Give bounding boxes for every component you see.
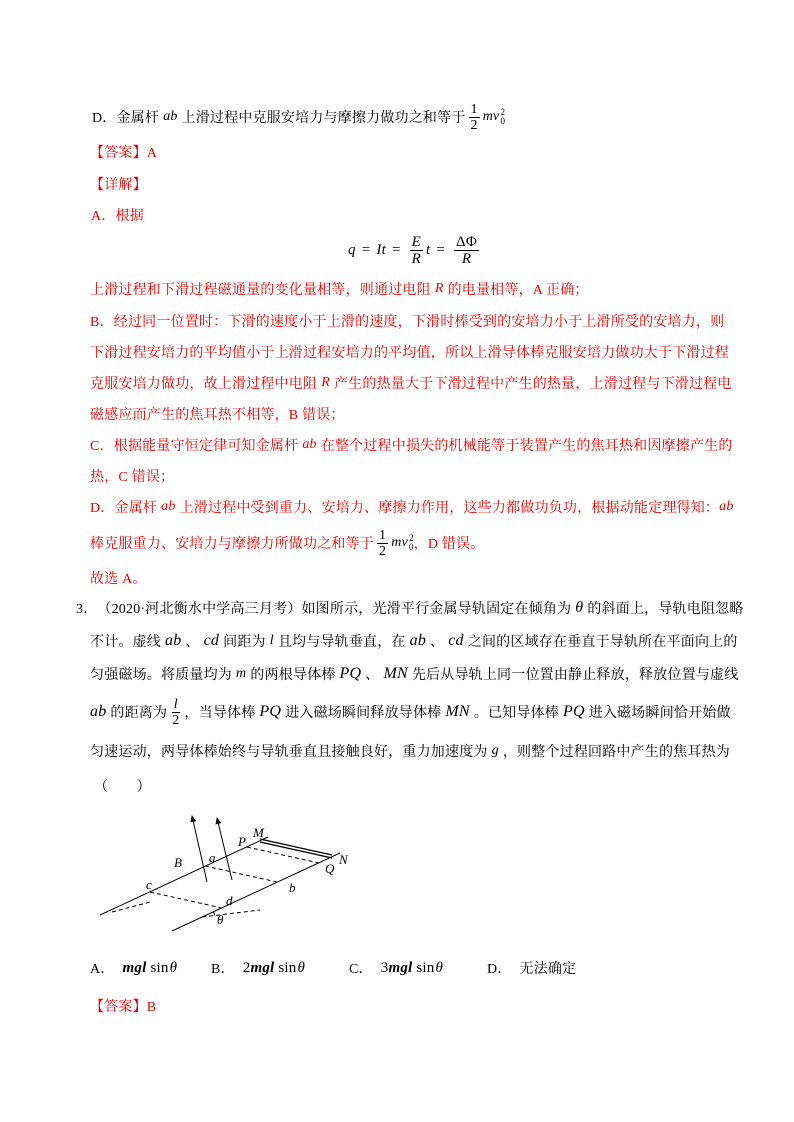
option-angle: θ [169, 959, 178, 976]
variable-cd: cd [203, 632, 220, 649]
option-label: B． [211, 962, 235, 977]
fraction-denominator: 2 [470, 117, 478, 133]
lower-rail [172, 853, 340, 931]
explanation-text: C．根据能量守恒定律可知金属杆 [90, 439, 299, 454]
question-3-line-5 [90, 739, 730, 763]
variable-ab: ab [409, 632, 427, 649]
explanation-text: 在整个过程中损失的机械能等于装置产生的焦耳热和因摩擦产生的 [320, 439, 733, 454]
question-text: 匀强磁场。将质量均为 [90, 668, 232, 683]
label-c: c [146, 877, 152, 892]
question-text: 。已知导体棒 [473, 706, 559, 721]
variable-ab: ab [302, 437, 317, 452]
explanation-text: 上滑过程中受到重力、安培力、摩擦力作用，这些力都做功负功，根据动能定理得知： [179, 501, 720, 516]
field-arrow-2 [217, 818, 232, 880]
option-function: sin [416, 959, 435, 976]
label-q: Q [325, 861, 335, 876]
question-text: 匀速运动，两导体棒始终与导轨垂直且接触良好，重力加速度为 [90, 745, 488, 760]
explanation-text: 磁感应而产生的焦耳热不相等，B 错误； [90, 408, 345, 423]
option-function: sin [150, 959, 169, 976]
part-c-line-1 [90, 433, 733, 457]
separator: 、 [430, 635, 445, 650]
part-d-line-2 [90, 526, 484, 560]
fraction-denominator: R [411, 250, 421, 267]
conclusion-text: 故选 A。 [90, 572, 147, 587]
question-text: 进入磁场瞬间恰开始做 [588, 706, 731, 721]
option-label: D． [92, 111, 117, 126]
part-b-line-4 [90, 402, 345, 426]
variable-ab: ab [90, 703, 107, 720]
variable-pq: PQ [562, 703, 585, 720]
option-c [349, 956, 443, 980]
boundary-cd [150, 892, 222, 908]
label-b-point: b [289, 880, 296, 895]
separator: 、 [185, 635, 200, 650]
field-arrow-1 [192, 816, 207, 882]
variable-r: R [434, 281, 444, 296]
fraction-e-over-r [410, 234, 423, 267]
variable-ab: ab [163, 109, 178, 124]
angle-arc [213, 912, 214, 916]
boundary-ab [205, 866, 277, 882]
question-3-line-1 [76, 596, 744, 620]
fraction-denominator: R [461, 250, 472, 267]
part-a-intro-text: A．根据 [91, 209, 144, 224]
variable-pq: PQ [339, 665, 362, 682]
variable-mn: MN [383, 665, 408, 682]
label-b-field: B [174, 855, 182, 870]
option-expression: mgl [122, 959, 147, 976]
rail-diagram [90, 800, 370, 945]
fraction-numerator: 1 [379, 527, 387, 543]
rod-mn-line-2 [260, 842, 332, 858]
option-angle: θ [435, 959, 444, 976]
fraction-l-over-2 [170, 697, 181, 728]
prev-option-d-line [92, 100, 505, 134]
fraction-numerator: l [173, 696, 178, 712]
fraction-one-half [377, 528, 388, 559]
option-label: D． [487, 962, 512, 977]
question-text: 间距为 [223, 635, 266, 650]
equals-sign: = [391, 241, 401, 258]
variable-mn: MN [445, 703, 470, 720]
option-angle: θ [297, 959, 306, 976]
variable-ab: ab [165, 632, 182, 649]
option-expression: mgl [388, 959, 413, 976]
equals-sign: = [436, 241, 446, 258]
variable-m: m [236, 666, 247, 681]
conclusion [90, 566, 147, 590]
part-a-line [90, 277, 589, 301]
question-3-line-2 [90, 629, 738, 653]
variable-g: g [491, 743, 499, 758]
answer-b [90, 994, 156, 1018]
fraction-denominator: 2 [379, 543, 387, 559]
part-c-line-2 [90, 464, 174, 488]
superscript: 2 [408, 533, 414, 543]
option-text: 上滑过程中克服安培力与摩擦力做功之和等于 [181, 111, 466, 126]
question-text: 如图所示，光滑平行金属导轨固定在倾角为 [301, 602, 572, 617]
label-n: N [339, 852, 348, 867]
option-coefficient: 3 [380, 959, 389, 976]
question-number: 3． [76, 602, 98, 617]
answer-text: 【答案】A [90, 146, 158, 161]
expression-mv: mv [482, 109, 500, 124]
part-d-line-1 [90, 495, 734, 519]
fraction-one-half [469, 102, 480, 133]
fraction-numerator: 1 [470, 101, 478, 117]
answer-text: 【答案】B [90, 1000, 157, 1015]
explanation-text: 的电量相等，A 正确； [447, 283, 589, 298]
variable-theta: θ [575, 599, 584, 616]
question-3-line-3 [90, 662, 738, 686]
label-a: a [209, 850, 216, 865]
question-text: ，则整个过程回路中产生的焦耳热为 [502, 745, 731, 760]
variable-ab: ab [161, 499, 176, 514]
option-coefficient: 2 [242, 959, 251, 976]
separator: 、 [365, 668, 380, 683]
fraction-denominator: 2 [172, 712, 180, 728]
question-text: 且均与导轨垂直，在 [277, 635, 406, 650]
detail-heading-text: 【详解】 [90, 178, 147, 193]
part-a-intro [91, 203, 144, 227]
explanation-text: 热，C 错误； [90, 470, 175, 485]
question-3-line-4 [90, 695, 731, 729]
variable-r: R [321, 375, 330, 390]
part-b-line-3 [90, 371, 732, 395]
subscript: 0 [408, 542, 414, 552]
question-text: 进入磁场瞬间释放导体棒 [285, 706, 442, 721]
explanation-text: B．经过同一位置时：下滑的速度小于上滑的速度，下滑时棒受到的安培力小于上滑所受的安培力，则 [90, 315, 725, 330]
question-text: 先后从导轨上同一位置由静止释放，释放位置与虚线 [411, 668, 739, 683]
subscript: 0 [500, 116, 506, 126]
label-m: M [253, 825, 264, 840]
option-b [211, 956, 305, 980]
explanation-text: 产生的热量大于下滑过程中产生的热量，上滑过程与下滑过程电 [333, 377, 732, 392]
detail-heading [90, 172, 147, 196]
sub-superscript [500, 108, 505, 126]
symbol-it: It [376, 241, 386, 258]
option-a [90, 956, 177, 980]
option-label: C． [349, 962, 373, 977]
variable-l: l [269, 633, 274, 648]
part-b-line-2 [90, 340, 729, 364]
option-label: A． [90, 962, 115, 977]
question-text: 的斜面上，导轨电阻忽略 [587, 602, 744, 617]
question-text: 的距离为 [110, 706, 168, 721]
label-theta: θ [217, 912, 224, 927]
label-d: d [226, 893, 233, 908]
question-3-blank [94, 774, 151, 798]
question-text: 不计。虚线 [90, 635, 161, 650]
label-p: P [238, 834, 246, 849]
fraction-flux-over-r [454, 234, 479, 267]
formula-charge [348, 232, 482, 268]
question-text: ，当导体棒 [184, 706, 256, 721]
explanation-text: 上滑过程和下滑过程磁通量的变化量相等，则通过电阻 [90, 283, 431, 298]
option-expression: mgl [250, 959, 275, 976]
option-function: sin [278, 959, 297, 976]
fraction-numerator: E [411, 233, 421, 250]
variable-cd: cd [448, 632, 464, 649]
symbol-t: t [426, 241, 431, 258]
question-source: （2020·河北衡水中学高三月考） [97, 602, 302, 617]
question-text: 的两根导体棒 [250, 668, 336, 683]
option-text: 金属杆 [116, 111, 160, 126]
part-b-line-1 [90, 309, 724, 333]
explanation-text: D．金属杆 [90, 501, 158, 516]
explanation-text: 克服安培力做功，故上滑过程中电阻 [90, 377, 318, 392]
fraction-numerator: ΔΦ [456, 233, 478, 250]
explanation-text: 棒克服重力、安培力与摩擦力所做功之和等于 [90, 537, 374, 552]
symbol-q: q [348, 241, 356, 258]
variable-ab: ab [719, 499, 734, 514]
superscript: 2 [500, 107, 506, 117]
explanation-text: 下滑过程安培力的平均值小于上滑过程安培力的平均值，所以上滑导体棒克服安培力做功大于下滑过程 [90, 346, 729, 361]
answer-a [90, 140, 157, 164]
expression-mv: mv [391, 535, 408, 550]
explanation-text: ，D 错误。 [413, 537, 485, 552]
option-text: 无法确定 [519, 962, 577, 977]
equals-sign: = [361, 241, 371, 258]
variable-pq: PQ [259, 703, 282, 720]
answer-blank: （ ） [94, 780, 151, 795]
option-d [487, 956, 576, 980]
question-text: 之间的区域存在垂直于导轨所在平面向上的 [467, 635, 738, 650]
